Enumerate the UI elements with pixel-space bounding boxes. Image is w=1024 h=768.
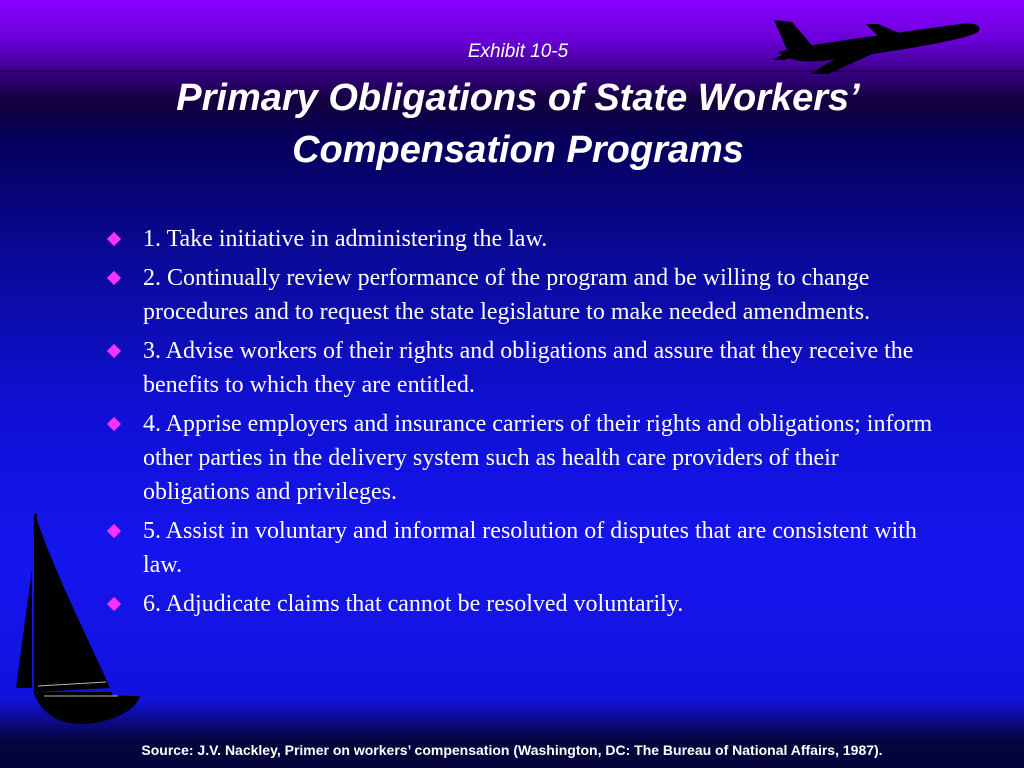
bullet-item <box>106 261 936 329</box>
bullet-item <box>106 222 936 256</box>
bullet-text: 4. Apprise employers and insurance carriers of their rights and obligations; inform other parties in the delivery system such as health care providers of their obligations and privileges. <box>143 411 933 505</box>
bullet-item <box>106 407 936 509</box>
diamond-bullet-icon <box>107 417 121 431</box>
diamond-bullet-icon <box>107 271 121 285</box>
bullet-item <box>106 514 936 582</box>
sailboat-icon <box>14 510 144 730</box>
source-citation: Source: J.V. Nackley, Primer on workers’ compensation (Washington, DC: The Bureau of National Affairs, 1987). <box>141 742 883 758</box>
bullet-text: 6. Adjudicate claims that cannot be resolved voluntarily. <box>143 591 684 617</box>
diamond-bullet-icon <box>107 344 121 358</box>
bullet-text: 3. Advise workers of their rights and obligations and assure that they receive the benefits to which they are entitled. <box>143 338 914 398</box>
bullet-item <box>106 334 936 402</box>
slide-title-line-1: Primary Obligations of State Workers’ <box>176 77 860 119</box>
exhibit-label: Exhibit 10-5 <box>467 41 569 62</box>
bullet-text: 5. Assist in voluntary and informal resolution of disputes that are consistent with law. <box>143 518 917 578</box>
bullet-list <box>106 222 936 626</box>
slide-title-line-2: Compensation Programs <box>292 129 744 171</box>
bullet-text: 2. Continually review performance of the program and be willing to change procedures and to request the state legislature to make needed amendments. <box>143 265 871 325</box>
bullet-text: 1. Take initiative in administering the law. <box>143 226 548 252</box>
diamond-bullet-icon <box>107 232 121 246</box>
slide-title <box>40 72 996 176</box>
bullet-item <box>106 587 936 621</box>
